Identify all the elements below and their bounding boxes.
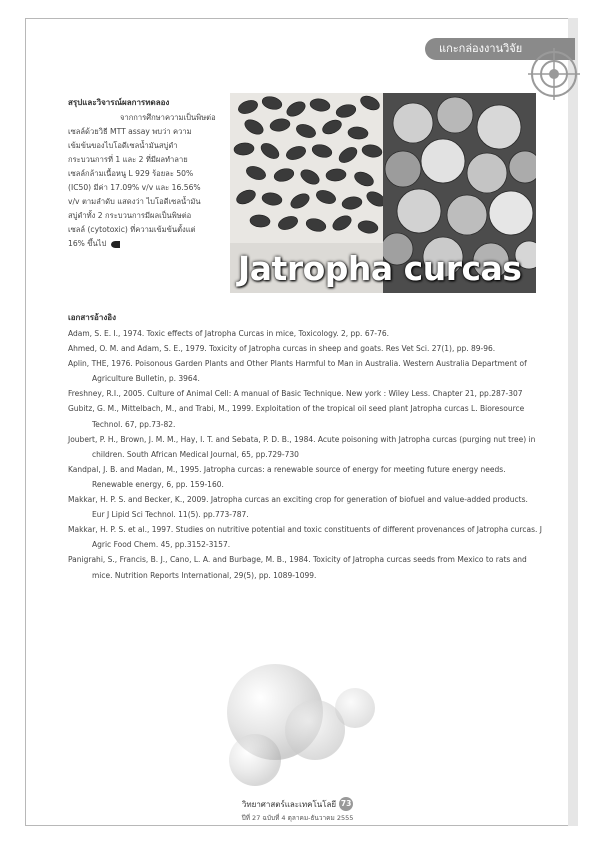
- summary-paragraph: [68, 111, 228, 251]
- summary-heading: สรุปและวิจารณ์ผลการทดลอง: [68, 98, 170, 107]
- arrow-icon: [111, 241, 120, 248]
- photo-title: Jatropha curcas: [238, 249, 522, 288]
- references-heading: เอกสารอ้างอิง: [68, 313, 116, 322]
- reference-item: Kandpal, J. B. and Madan, M., 1995. Jatropha curcas: a renewable source of energy for meeting future energy needs. Renewable energy, 6, pp. 159-160.: [68, 464, 506, 489]
- reference-item: Aplin, THE, 1976. Poisonous Garden Plants and Other Plants Harmful to Man in Australia. Western Australia Department of Agriculture Bulletin, p. 3964.: [68, 359, 527, 384]
- footer-line-1: [242, 797, 353, 811]
- magazine-name: วิทยาศาสตร์และเทคโนโลยี: [241, 799, 337, 809]
- summary-line: (IC50) มีค่า 17.09% v/v และ 16.56%: [68, 183, 201, 192]
- summary-last-line: [68, 237, 228, 251]
- summary-line: กระบวนการที่ 1 และ 2 ที่มีผลทำลาย: [68, 155, 188, 164]
- summary-line: เข้มข้นของไบโอดีเซลน้ำมันสบู่ดำ: [68, 141, 178, 150]
- summary-line: เซลล์ด้วยวิธี MTT assay พบว่า ความ: [68, 127, 192, 136]
- summary-line: v/v ตามลำดับ แสดงว่า ไบโอดีเซลน้ำมัน: [68, 197, 201, 206]
- section-header-label: แกะกล่องงานวิจัย: [439, 42, 523, 55]
- reference-item: Joubert, P. H., Brown, J. M. M., Hay, I. T. and Sebata, P. D. B., 1984. Acute poisoning with Jatropha curcas (purging nut tree) in children. South African Medical Journal, 65, pp.729-730: [68, 434, 536, 459]
- jatropha-photo: [230, 93, 536, 293]
- page-number-badge: 73: [339, 797, 353, 811]
- reference-item: Makkar, H. P. S. and Becker, K., 2009. Jatropha curcas an exciting crop for generation of biofuel and value-added products. Eur J Lipid Sci Technol. 11(5). pp.773-787.: [68, 495, 528, 520]
- summary-line: เซลล์กล้ามเนื้อหนู L 929 ร้อยละ 50%: [68, 169, 194, 178]
- side-strip: [568, 18, 578, 826]
- footer: [0, 797, 595, 823]
- reference-item: Adam, S. E. I., 1974. Toxic effects of Jatropha Curcas in mice, Toxicology. 2, pp. 67-76.: [68, 329, 390, 338]
- summary-line: สบู่ดำทั้ง 2 กระบวนการมีผลเป็นพิษต่อ: [68, 211, 192, 220]
- reference-item: Makkar, H. P. S. et al., 1997. Studies on nutritive potential and toxic constituents of different provenances of Jatropha curcas. J Agric Food Chem. 45, pp.3152-3157.: [68, 525, 542, 550]
- issue-info: ปีที่ 27 ฉบับที่ 4 ตุลาคม-ธันวาคม 2555: [241, 814, 354, 822]
- decorative-bubbles: [215, 650, 415, 800]
- summary-line: 16% ขึ้นไป: [68, 239, 107, 248]
- summary-line: จากการศึกษาความเป็นพิษต่อ: [120, 113, 216, 122]
- summary-line: เซลล์ (cytotoxic) ที่ความเข้มข้นตั้งแต่: [68, 225, 196, 234]
- reference-item: Ahmed, O. M. and Adam, S. E., 1979. Toxicity of Jatropha curcas in sheep and goats. Res Vet Sci. 27(1), pp. 89-96.: [68, 344, 496, 354]
- reference-item: Gubitz, G. M., Mittelbach, M., and Trabi, M., 1999. Exploitation of the tropical oil seed plant Jatropha curcas L. Bioresource Technol. 67, pp.73-82.: [68, 404, 525, 429]
- reference-item: Freshney, R.I., 2005. Culture of Animal Cell: A manual of Basic Technique. New york : Wiley Less. Chapter 21, pp.287-307: [68, 389, 523, 399]
- references-list: [68, 326, 542, 583]
- reference-item: Panigrahi, S., Francis, B. J., Cano, L. A. and Burbage, M. B., 1984. Toxicity of Jatropha curcas seeds from Mexico to rats and mice. Nutrition Reports International, 29(5), pp. 1089-1099.: [68, 555, 527, 580]
